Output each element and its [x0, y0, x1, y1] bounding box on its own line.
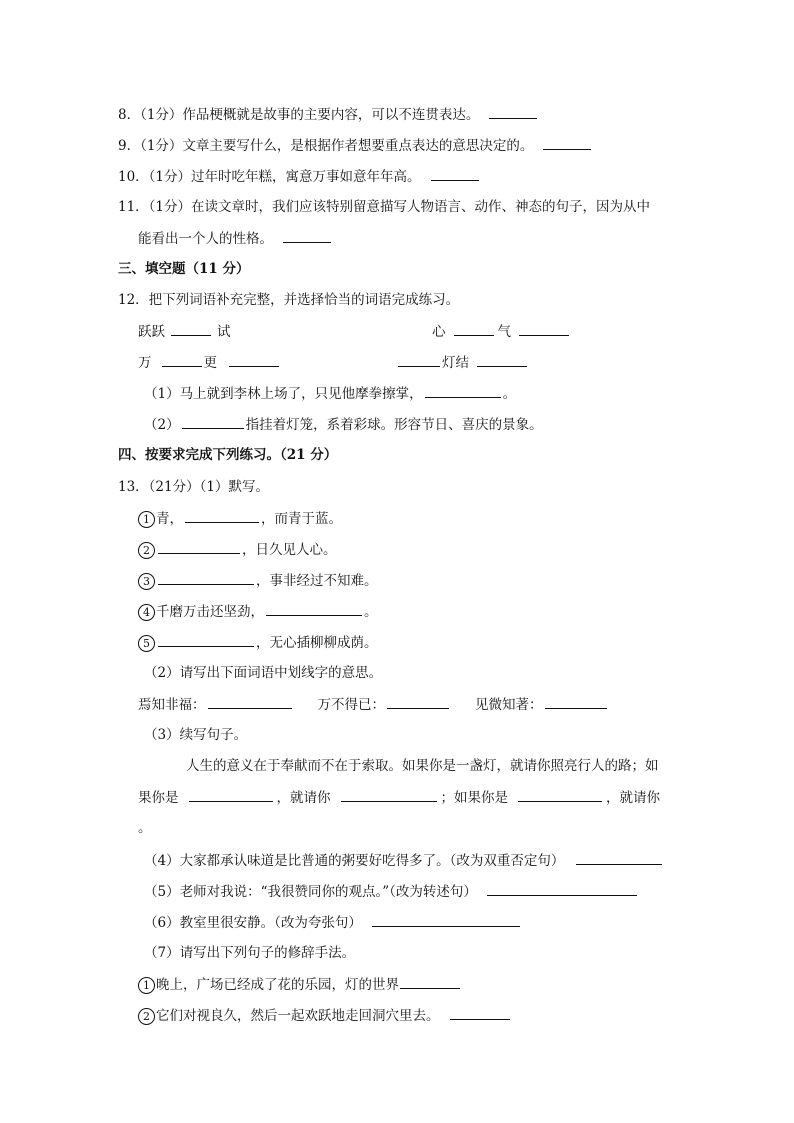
question-12-sentence-1: （1）马上就到李林上场了，只见他摩拳擦掌， 。 — [144, 383, 516, 404]
continuation-line-2: 果你是 ，就请你 ；如果你是 ，就请你 — [138, 787, 660, 808]
question-9: 9．（1分）文章主要写什么，是根据作者想要重点表达的意思决定的。 — [118, 135, 595, 156]
circled-number: 1 — [138, 511, 155, 528]
dictation-2: 2 ，日久见人心。 — [138, 539, 337, 560]
word-fill-4: 灯结 — [398, 352, 531, 373]
circled-number: 5 — [138, 635, 155, 652]
answer-blank[interactable] — [489, 104, 537, 119]
answer-blank[interactable] — [400, 974, 460, 989]
answer-blank[interactable] — [450, 1005, 510, 1020]
answer-blank[interactable] — [266, 601, 362, 616]
answer-blank[interactable] — [341, 787, 437, 802]
answer-blank[interactable] — [182, 414, 244, 429]
continuation-line-3: 。 — [138, 820, 152, 836]
question-13-part-5: （5）老师对我说：“我很赞同你的观点。”（改为转述句） — [144, 881, 641, 902]
answer-blank[interactable] — [519, 321, 569, 336]
answer-blank[interactable] — [162, 352, 202, 367]
answer-blank[interactable] — [283, 228, 331, 243]
answer-blank[interactable] — [208, 694, 292, 709]
dictation-4: 4 千磨万击还坚劲， 。 — [138, 601, 378, 622]
answer-blank[interactable] — [372, 912, 520, 927]
answer-blank[interactable] — [189, 787, 273, 802]
answer-blank[interactable] — [425, 383, 501, 398]
circled-number: 2 — [138, 542, 155, 559]
answer-blank[interactable] — [477, 352, 527, 367]
question-13-part-4: （4）大家都承认味道是比普通的粥要好吃得多了。（改为双重否定句） — [144, 850, 666, 871]
circled-number: 3 — [138, 573, 155, 590]
rhetoric-1: 1 晚上，广场已经成了花的乐园，灯的世界 — [138, 974, 464, 995]
word-fill-1: 跃跃 试 — [138, 321, 231, 342]
question-12-stem: 12．把下列词语补充完整，并选择恰当的词语完成练习。 — [118, 292, 460, 308]
answer-blank[interactable] — [454, 321, 494, 336]
word-fill-2: 心 气 — [432, 321, 573, 342]
answer-blank[interactable] — [158, 632, 254, 647]
section-3-heading: 三、填空题（11 分） — [118, 261, 250, 277]
section-4-heading: 四、按要求完成下列练习。（21 分） — [118, 447, 338, 463]
vocab-row: 焉知非福： 万不得已： 见微知著： — [138, 694, 607, 715]
question-13-part-2: （2）请写出下面词语中划线字的意思。 — [144, 665, 383, 681]
answer-blank[interactable] — [518, 787, 602, 802]
dictation-5: 5 ，无心插柳柳成荫。 — [138, 632, 378, 653]
question-10: 10．（1分）过年时吃年糕，寓意万事如意年年高。 — [118, 166, 483, 187]
continuation-line-1: 人生的意义在于奉献而不在于索取。如果你是一盏灯，就请你照亮行人的路；如 — [186, 758, 659, 774]
question-13-part-3: （3）续写句子。 — [144, 727, 248, 743]
answer-blank[interactable] — [545, 694, 607, 709]
dictation-1: 1 青， ，而青于蓝。 — [138, 508, 342, 529]
question-11-line2: 能看出一个人的性格。 — [138, 228, 335, 249]
answer-blank[interactable] — [431, 166, 479, 181]
answer-blank[interactable] — [487, 881, 637, 896]
answer-blank[interactable] — [229, 352, 279, 367]
answer-blank[interactable] — [576, 850, 662, 865]
question-12-sentence-2: （2） 指挂着灯笼，系着彩球。形容节日、喜庆的景象。 — [144, 414, 543, 435]
question-11-line1: 11．（1分）在读文章时，我们应该特别留意描写人物语言、动作、神态的句子，因为从中 — [118, 199, 651, 215]
answer-blank[interactable] — [398, 352, 440, 367]
answer-blank[interactable] — [387, 694, 449, 709]
word-fill-3: 万 更 — [138, 352, 283, 373]
answer-blank[interactable] — [185, 508, 259, 523]
rhetoric-2: 2 它们对视良久，然后一起欢跃地走回洞穴里去。 — [138, 1005, 514, 1026]
question-13-part-7: （7）请写出下列句子的修辞手法。 — [144, 945, 356, 961]
circled-number: 1 — [138, 977, 155, 994]
question-13-stem: 13．（21分）（1）默写。 — [118, 479, 269, 495]
circled-number: 4 — [138, 604, 155, 621]
answer-blank[interactable] — [158, 539, 240, 554]
answer-blank[interactable] — [158, 570, 254, 585]
question-8: 8．（1分）作品梗概就是故事的主要内容，可以不连贯表达。 — [118, 104, 541, 125]
question-13-part-6: （6）教室里很安静。（改为夸张句） — [144, 912, 524, 933]
answer-blank[interactable] — [171, 321, 211, 336]
dictation-3: 3 ，事非经过不知难。 — [138, 570, 378, 591]
answer-blank[interactable] — [543, 135, 591, 150]
circled-number: 2 — [138, 1008, 155, 1025]
